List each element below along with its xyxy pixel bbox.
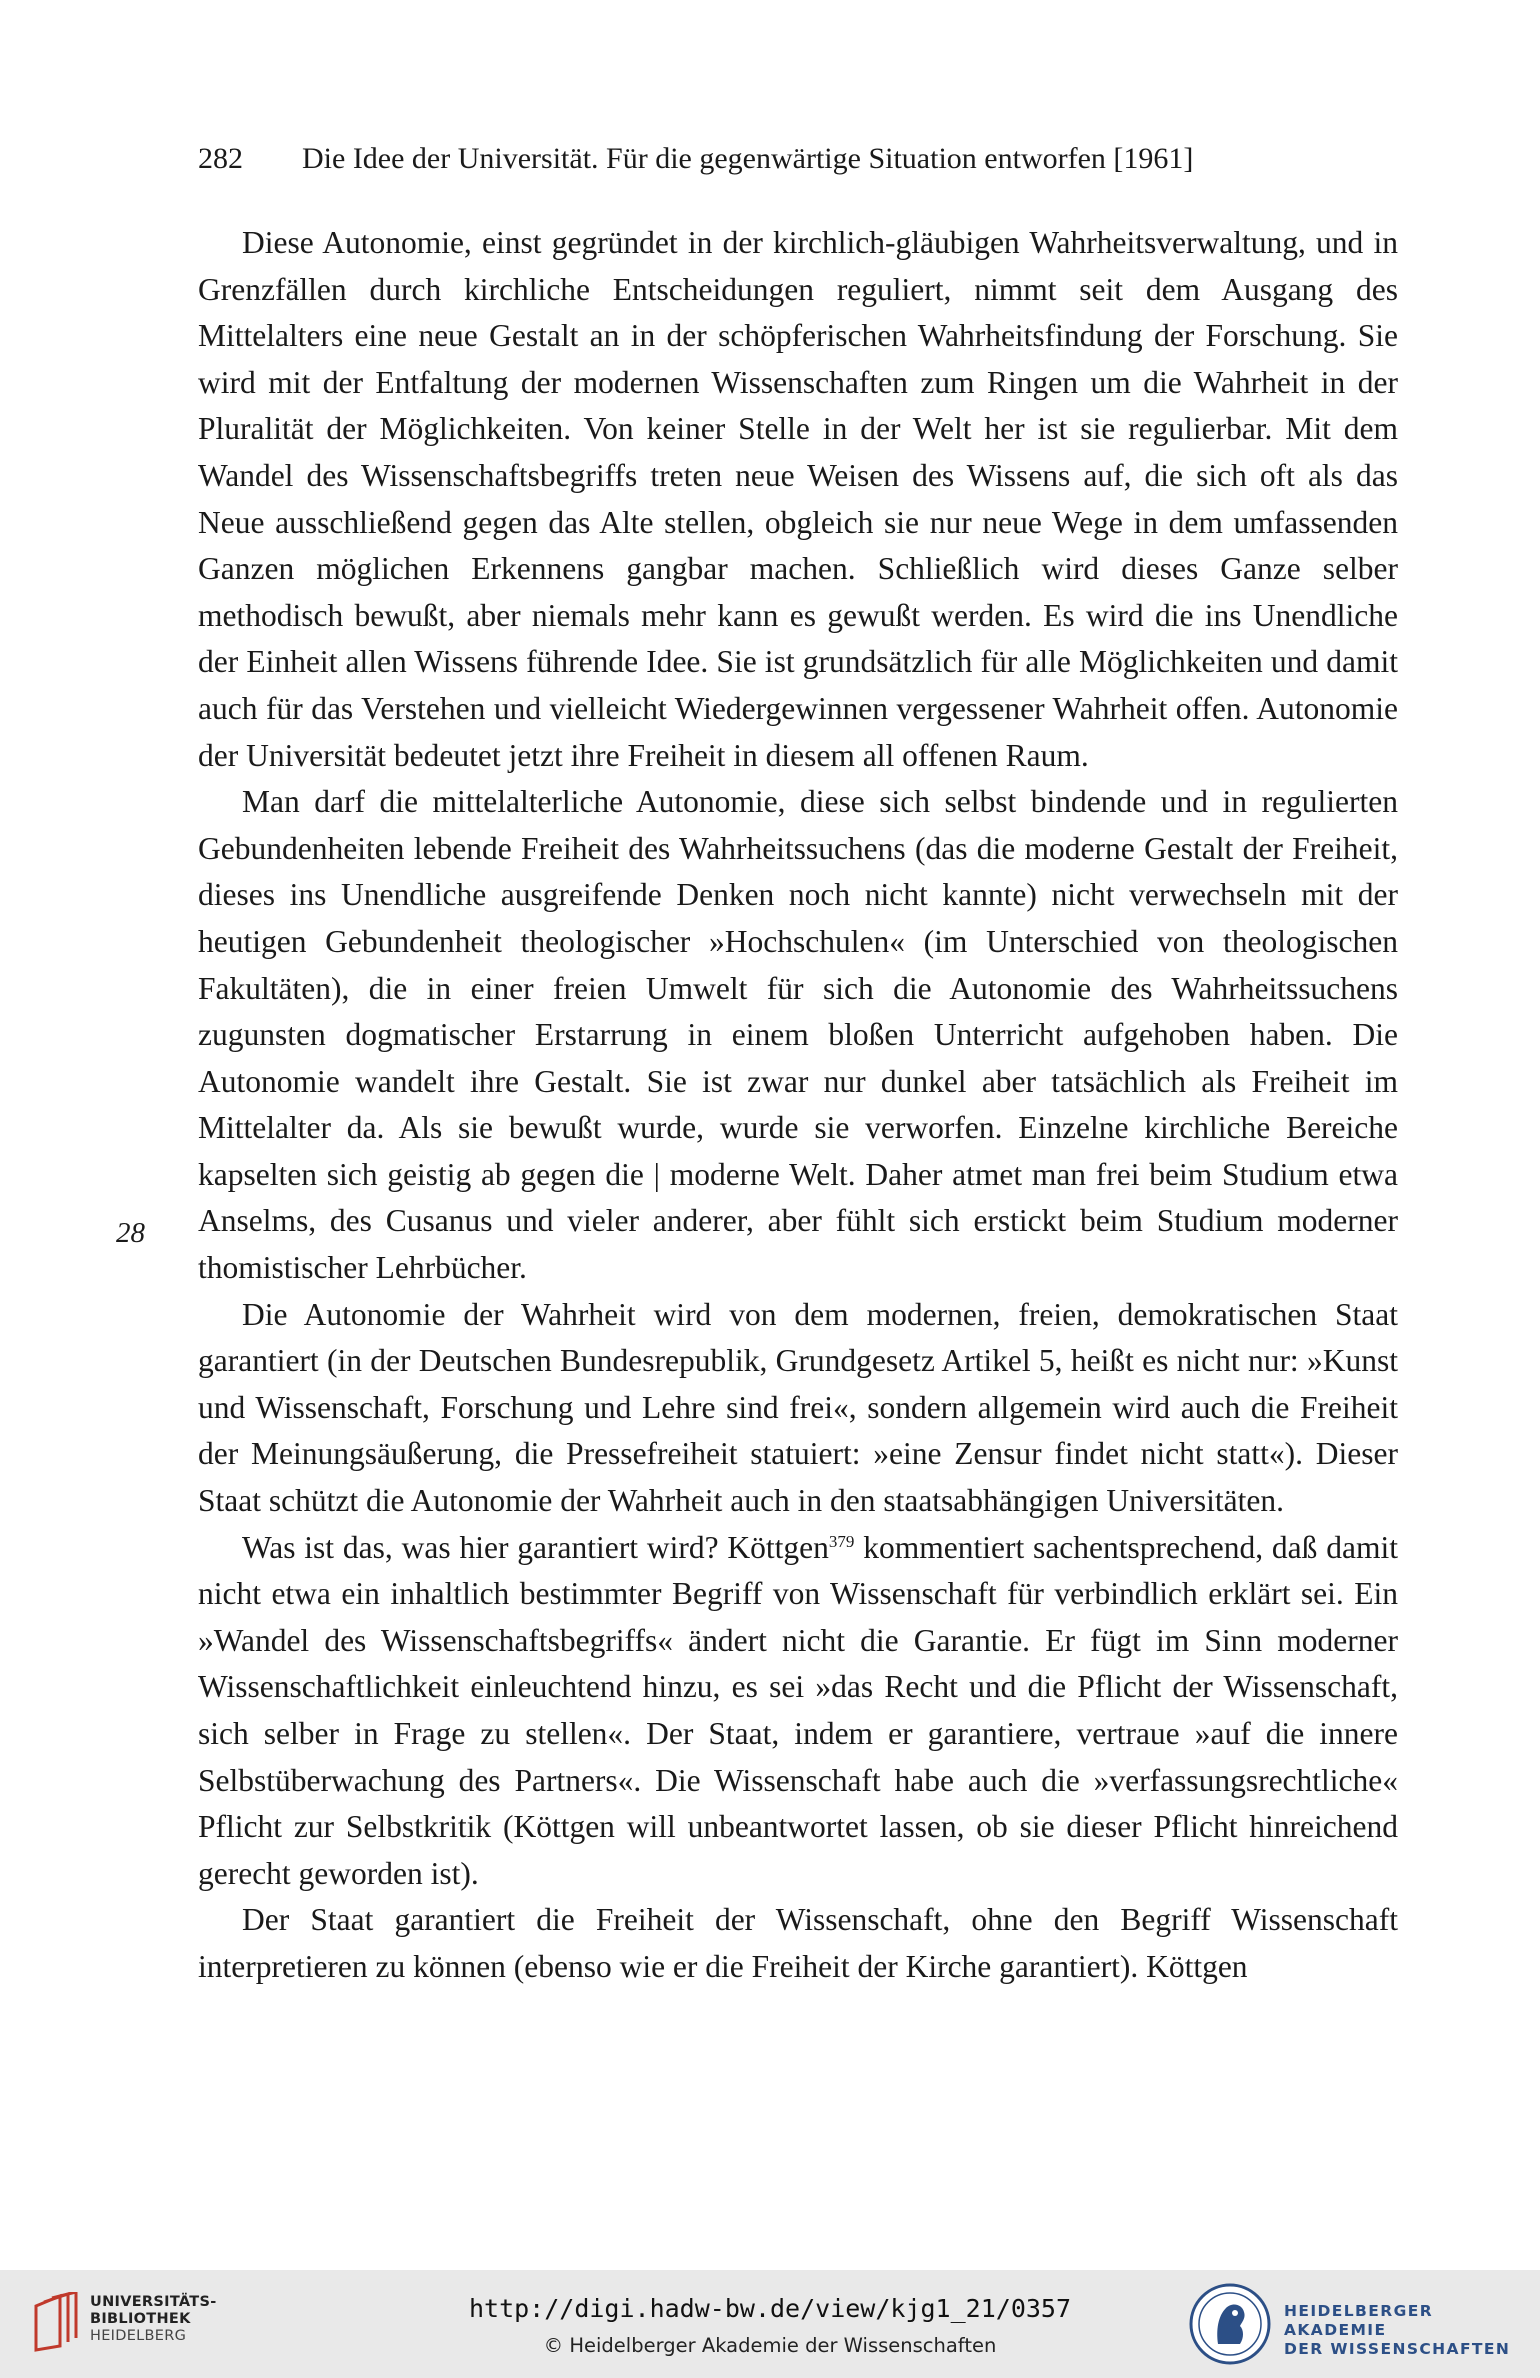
academy-line-1: HEIDELBERGER AKADEMIE [1284,2302,1434,2339]
page-number: 282 [198,142,243,175]
library-line-2: BIBLIOTHEK [90,2311,191,2327]
library-line-1: UNIVERSITÄTS- [90,2294,217,2310]
paragraph-4 [198,1525,1398,1898]
paragraph-1: Diese Autonomie, einst gegründet in der kirchlich-gläubigen Wahrheitsverwaltung, und in Grenzfällen durch kirchliche Entscheidungen reguliert, nimmt seit dem Ausgang des Mittelalters eine neue Gestalt an in der schöpferischen Wahrheitsfindung der Forschung. Sie wird mit der Entfaltung der modernen Wissenschaften zum Ringen um die Wahrheit in der Pluralität der Möglichkeiten. Von keiner Stelle in der Welt her ist sie regulierbar. Mit dem Wandel des Wissenschaftsbegriffs treten neue Weisen des Wissens auf, die sich oft als das Neue ausschließend gegen das Alte stellen, obgleich sie nur neue Wege in dem umfassenden Ganzen möglichen Erkennens gangbar machen. Schließlich wird dieses Ganze selber methodisch bewußt, aber niemals mehr kann es gewußt werden. Es wird die ins Unendliche der Einheit allen Wissens führende Idee. Sie ist grundsätzlich für alle Möglichkeiten und damit auch für das Verstehen und vielleicht Wiedergewinnen vergessener Wahrheit offen. Autonomie der Universität bedeutet jetzt ihre Freiheit in diesem all offenen Raum. [198,225,1398,773]
paragraph-3: Die Autonomie der Wahrheit wird von dem modernen, freien, demokratischen Staat garantiert (in der Deutschen Bundesrepublik, Grundgesetz Artikel 5, heißt es nicht nur: »Kunst und Wissenschaft, Forschung und Lehre sind frei«, sondern allgemein wird auch die Freiheit der Meinungsäußerung, die Pressefreiheit statuiert: »eine Zensur findet nicht statt«). Dieser Staat schützt die Autonomie der Wahrheit auch in den staatsabhängigen Universitäten. [198,1296,1398,1519]
paragraph-4-text-a: Was ist das, was hier garantiert wird? Köttgen [242,1529,829,1565]
paragraph-4-text-b: kommentiert sachentsprechend, daß damit nicht etwa ein inhaltlich bestimmter Begriff von Wissenschaft für verbindlich erklärt sei. Ein »Wandel des Wissenschaftsbegriffs« ändert nicht die Garantie. Er fügt im Sinn moderner Wissenschaftlichkeit einleuchtend hinzu, es sei »das Recht und die Pflicht der Wissenschaft, sich selber in Frage zu stellen«. Der Staat, indem er garantiere, vertraue »auf die innere Selbstüberwachung des Partners«. Die Wissenschaft habe auch die »verfassungsrechtliche« Pflicht zur Selbstkritik (Köttgen will unbeantwortet lassen, ob sie dieser Pflicht hinreichend gerecht geworden ist). [198,1529,1398,1891]
library-line-3: HEIDELBERG [90,2328,187,2344]
academy-name [1284,2302,1540,2359]
margin-page-reference: 28 [116,1217,145,1249]
permalink-url[interactable]: http://digi.hadw-bw.de/view/kjg1_21/0357 [468,2294,1072,2323]
academy-seal-icon[interactable] [1188,2282,1272,2366]
running-header [198,138,1398,180]
copyright-notice: © Heidelberger Akademie der Wissenschaften [543,2334,997,2357]
paragraph-2: Man darf die mittelalterliche Autonomie, diese sich selbst bindende und in regulierten Gebundenheiten lebende Freiheit des Wahrheitssuchens (das die moderne Gestalt der Freiheit, dieses ins Unendliche ausgreifende Denken noch nicht kannte) nicht verwechseln mit der heutigen Gebundenheit theologischer »Hochschulen« (im Unterschied von theologischen Fakultäten), die in einer freien Umwelt für sich die Autonomie des Wahrheitssuchens zugunsten dogmatischer Erstarrung in einem bloßen Unterricht aufgehoben haben. Die Autonomie wandelt ihre Gestalt. Sie ist zwar nur dunkel aber tatsächlich als Freiheit im Mittelalter da. Als sie bewußt wurde, wurde sie verworfen. Einzelne kirchliche Bereiche kapselten sich geistig ab gegen die | moderne Welt. Daher atmet man frei beim Studium etwa Anselms, des Cusanus und vieler anderer, aber fühlt sich erstickt beim Studium moderner thomistischer Lehrbücher. [198,784,1398,1286]
footnote-marker[interactable]: 379 [828,1531,855,1551]
footer-bar [0,2270,1540,2378]
body-text [198,220,1398,1991]
paragraph-5: Der Staat garantiert die Freiheit der Wissenschaft, ohne den Begriff Wissenschaft interpretieren zu können (ebenso wie er die Freiheit der Kirche garantiert). Köttgen [198,1902,1398,1984]
academy-line-2: DER WISSENSCHAFTEN [1284,2340,1511,2358]
running-title: Die Idee der Universität. Für die gegenwärtige Situation entworfen [1961] [302,142,1194,175]
